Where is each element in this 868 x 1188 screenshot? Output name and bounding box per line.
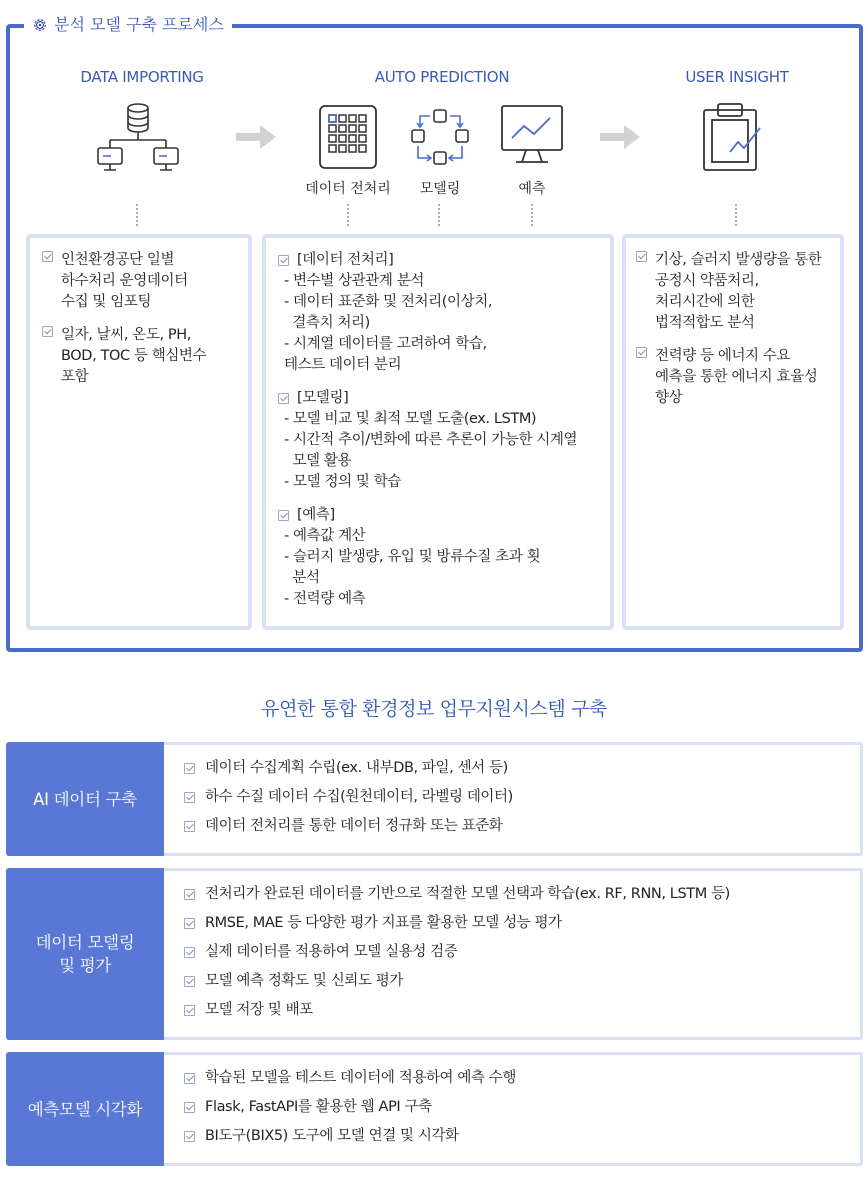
list-item — [184, 914, 730, 933]
card-user-insight — [622, 234, 844, 630]
checkbox-icon — [184, 1102, 195, 1113]
list-item — [42, 250, 248, 313]
item-text: 데이터 전처리를 통한 데이터 정규화 또는 표준화 — [205, 818, 503, 834]
list-item — [184, 817, 513, 836]
item-text: BI도구(BIX5) 도구에 모델 연결 및 시각화 — [205, 1128, 459, 1144]
checkbox-icon — [184, 976, 195, 987]
connector-line — [735, 204, 737, 226]
checkbox-icon — [636, 347, 647, 358]
checkbox-icon — [184, 947, 195, 958]
checkbox-icon — [184, 918, 195, 929]
section-line: 테스트 데이터 분리 — [284, 357, 402, 373]
row-label: 데이터 모델링 및 평가 — [6, 868, 164, 1040]
section-line: - 모델 비교 및 최적 모델 도출(ex. LSTM) — [284, 411, 537, 427]
checkbox-icon — [184, 821, 195, 832]
main-title: 유연한 통합 환경정보 업무지원시스템 구축 — [261, 698, 607, 720]
connector-line — [531, 204, 533, 226]
checkbox-icon — [184, 1005, 195, 1016]
icon-label-preprocess: 데이터 전처리 — [305, 181, 391, 197]
list-item — [184, 972, 730, 991]
item-text: 실제 데이터를 적용하여 모델 실용성 검증 — [205, 944, 458, 960]
section-line: - 데이터 표준화 및 전처리(이상치, — [284, 294, 493, 310]
process-panel — [6, 15, 863, 652]
item-text: 하수 수질 데이터 수집(원천데이터, 라벨링 데이터) — [205, 789, 513, 805]
list-item — [184, 1127, 516, 1146]
section-modeling — [278, 388, 610, 493]
section-line: - 모델 정의 및 학습 — [284, 474, 401, 490]
list-item — [42, 325, 248, 388]
checkbox-icon — [184, 1073, 195, 1084]
icon-label-modeling: 모델링 — [419, 181, 461, 197]
card-auto-prediction — [262, 234, 614, 630]
item-text: 일자, 날씨, 온도, PH, BOD, TOC 등 핵심변수 포함 — [61, 327, 207, 385]
list-item — [184, 943, 730, 962]
section-predict — [278, 505, 610, 610]
item-text: 모델 예측 정확도 및 신뢰도 평가 — [205, 973, 403, 989]
item-text: 전력량 등 에너지 수요 예측을 통한 에너지 효율성 향상 — [655, 348, 818, 406]
item-text: 기상, 슬러지 발생량을 통한 공정시 약품처리, 처리시간에 의한 법적적합도 분석 — [655, 252, 822, 331]
modeling-cycle-icon — [410, 108, 470, 166]
list-item — [184, 1001, 730, 1020]
column-head-importing: DATA IMPORTING — [80, 68, 204, 86]
section-preprocess — [278, 250, 610, 376]
section-line: - 예측값 계산 — [284, 528, 366, 544]
section-line: - 변수별 상관관계 분석 — [284, 273, 424, 289]
list-item — [636, 250, 840, 334]
icon-label-predict: 예측 — [518, 181, 546, 197]
section-line: - 시간적 추이/변화에 따른 추론이 가능한 시계열 — [284, 432, 578, 448]
card-importing — [26, 234, 252, 630]
section-line: - 전력량 예측 — [284, 591, 366, 607]
list-item — [184, 759, 513, 778]
section-line: 모델 활용 — [284, 453, 352, 469]
clipboard-insight-icon — [702, 102, 764, 172]
section-line: - 슬러지 발생량, 유입 및 방류수질 초과 횟 — [284, 549, 541, 565]
item-text: 인천환경공단 일별 하수처리 운영데이터 수집 및 임포팅 — [61, 252, 188, 310]
checkbox-icon — [278, 393, 289, 404]
section-title: [모델링] — [297, 390, 349, 406]
checkbox-icon — [636, 251, 647, 262]
row-modeling-eval — [6, 868, 863, 1040]
item-text: 학습된 모델을 테스트 데이터에 적용하여 예측 수행 — [205, 1070, 517, 1086]
row-label: 예측모델 시각화 — [6, 1052, 164, 1166]
process-title — [24, 14, 232, 36]
arrow-right-icon — [600, 125, 640, 149]
checkbox-icon — [42, 326, 53, 337]
list-item — [184, 1069, 516, 1088]
checkbox-icon — [184, 1131, 195, 1142]
section-line: - 시계열 데이터를 고려하여 학습, — [284, 336, 487, 352]
section-title: [예측] — [297, 507, 335, 523]
list-item — [184, 1098, 516, 1117]
checkbox-icon — [184, 763, 195, 774]
list-item — [184, 885, 730, 904]
arrow-right-icon — [236, 125, 276, 149]
section-line: 분석 — [284, 570, 320, 586]
process-title-text: 분석 모델 구축 프로세스 — [54, 15, 224, 34]
connector-line — [347, 204, 349, 226]
connector-line — [438, 204, 440, 226]
column-head-user-insight: USER INSIGHT — [685, 68, 789, 86]
gear-icon — [32, 17, 48, 33]
checkbox-icon — [184, 889, 195, 900]
monitor-chart-icon — [500, 104, 564, 168]
item-text: 전처리가 완료된 데이터를 기반으로 적절한 모델 선택과 학습(ex. RF, RNN, LSTM 등) — [205, 886, 730, 902]
item-text: 데이터 수집계획 수립(ex. 내부DB, 파일, 센서 등) — [205, 760, 508, 776]
row-ai-data — [6, 742, 863, 856]
database-network-icon — [94, 100, 190, 176]
item-text: RMSE, MAE 등 다양한 평가 지표를 활용한 모델 성능 평가 — [205, 915, 562, 931]
connector-line — [136, 204, 138, 226]
row-label: AI 데이터 구축 — [6, 742, 164, 856]
list-item — [636, 346, 840, 409]
column-head-auto-prediction: AUTO PREDICTION — [374, 68, 510, 86]
checkbox-icon — [42, 251, 53, 262]
checkbox-icon — [184, 792, 195, 803]
list-item — [184, 788, 513, 807]
checkbox-icon — [278, 255, 289, 266]
item-text: 모델 저장 및 배포 — [205, 1002, 313, 1018]
section-title: [데이터 전처리] — [297, 252, 394, 268]
row-visualization — [6, 1052, 863, 1166]
data-grid-icon — [318, 104, 378, 170]
checkbox-icon — [278, 510, 289, 521]
item-text: Flask, FastAPI를 활용한 웹 API 구축 — [205, 1099, 432, 1115]
section-line: 결측치 처리) — [284, 315, 370, 331]
